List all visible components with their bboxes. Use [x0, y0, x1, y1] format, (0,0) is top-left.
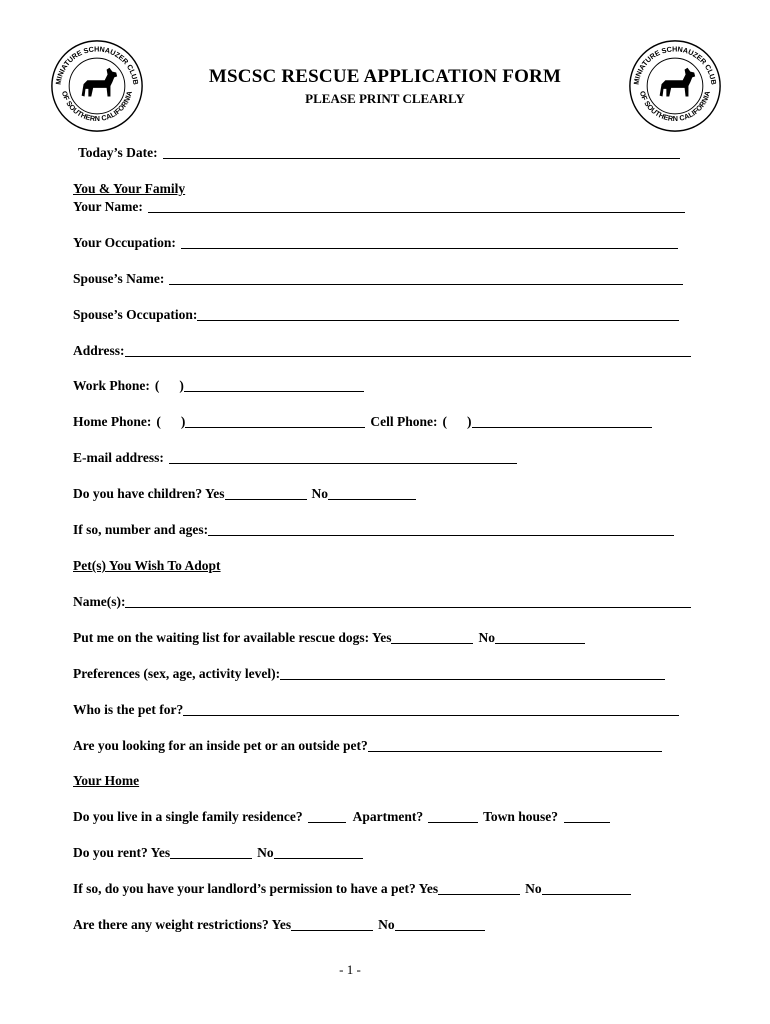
names-row	[73, 592, 691, 610]
weight-no-field[interactable]	[395, 917, 485, 931]
preferences-row	[73, 664, 665, 682]
no-label: No	[478, 630, 495, 645]
waiting-list-yes-field[interactable]	[391, 630, 473, 644]
logo-text-bottom: OF SOUTHERN CALIFORNIA	[59, 89, 135, 124]
rent-yes-field[interactable]	[170, 845, 252, 859]
children-yes-field[interactable]	[225, 486, 307, 500]
single-family-label: Do you live in a single family residence?	[73, 809, 303, 824]
todays-date-label: Today’s Date:	[78, 145, 158, 160]
form-title: MSCSC RESCUE APPLICATION FORM	[208, 66, 562, 87]
names-field[interactable]	[125, 594, 691, 608]
spouse-occupation-row	[73, 305, 679, 323]
no-label: No	[257, 845, 274, 860]
spouse-name-field[interactable]	[169, 271, 683, 285]
logo-text-top: MINIATURE SCHNAUZER CLUB	[53, 44, 141, 86]
landlord-yes-field[interactable]	[438, 881, 520, 895]
town-house-field[interactable]	[564, 809, 610, 823]
waiting-list-no-field[interactable]	[495, 630, 585, 644]
no-label: No	[525, 881, 542, 896]
children-row	[73, 484, 416, 502]
home-cell-phone-row	[73, 412, 652, 430]
your-name-row	[73, 197, 685, 215]
rent-no-field[interactable]	[274, 845, 363, 859]
weight-yes-field[interactable]	[291, 917, 373, 931]
paren-open: (	[156, 414, 161, 429]
your-occupation-label: Your Occupation:	[73, 235, 176, 250]
inside-outside-field[interactable]	[368, 738, 662, 752]
rent-row	[73, 843, 363, 861]
cell-phone-field[interactable]	[472, 414, 652, 428]
section-pets-heading	[73, 556, 221, 574]
email-field[interactable]	[169, 450, 517, 464]
address-row	[73, 341, 691, 359]
page-number: - 1 -	[339, 962, 361, 977]
children-ages-label: If so, number and ages:	[73, 522, 209, 537]
email-row	[73, 448, 517, 466]
weight-row	[73, 915, 485, 933]
section-pets-label: Pet(s) You Wish To Adopt	[73, 558, 221, 573]
preferences-field[interactable]	[280, 666, 665, 680]
paren-open: (	[442, 414, 447, 429]
children-no-field[interactable]	[328, 486, 416, 500]
who-for-row	[73, 700, 679, 718]
residence-row	[73, 807, 610, 825]
cell-phone-label: Cell Phone:	[370, 414, 438, 429]
names-label: Name(s):	[73, 594, 126, 609]
address-label: Address:	[73, 343, 125, 358]
waiting-list-label: Put me on the waiting list for available rescue dogs: Yes	[73, 630, 392, 645]
waiting-list-row	[73, 628, 585, 646]
landlord-label: If so, do you have your landlord’s permission to have a pet? Yes	[73, 881, 439, 896]
home-phone-label: Home Phone:	[73, 414, 152, 429]
children-ages-field[interactable]	[208, 522, 674, 536]
spouse-name-label: Spouse’s Name:	[73, 271, 165, 286]
town-house-label: Town house?	[483, 809, 559, 824]
who-for-field[interactable]	[183, 702, 679, 716]
work-phone-row	[73, 376, 364, 394]
form-subtitle: PLEASE PRINT CLEARLY	[305, 91, 465, 106]
section-home-heading	[73, 771, 139, 789]
no-label: No	[311, 486, 329, 501]
address-field[interactable]	[125, 343, 691, 357]
work-phone-label: Work Phone:	[73, 378, 150, 393]
no-label: No	[378, 917, 395, 932]
paren-close: )	[467, 414, 472, 429]
children-label: Do you have children? Yes	[73, 486, 225, 501]
children-ages-row	[73, 520, 674, 538]
apartment-label: Apartment?	[352, 809, 424, 824]
section-family-label: You & Your Family	[73, 181, 186, 196]
section-family-heading	[73, 179, 185, 197]
logo-text-top: MINIATURE SCHNAUZER CLUB	[631, 44, 719, 86]
section-home-label: Your Home	[73, 773, 140, 788]
weight-label: Are there any weight restrictions? Yes	[73, 917, 292, 932]
your-name-field[interactable]	[148, 199, 685, 213]
todays-date-field[interactable]	[163, 145, 680, 159]
your-occupation-field[interactable]	[181, 235, 678, 249]
paren-close: )	[179, 378, 184, 393]
email-label: E-mail address:	[73, 450, 164, 465]
spouse-occupation-field[interactable]	[197, 307, 679, 321]
inside-outside-row	[73, 736, 662, 754]
landlord-no-field[interactable]	[542, 881, 631, 895]
single-family-field[interactable]	[308, 809, 346, 823]
rent-label: Do you rent? Yes	[73, 845, 171, 860]
paren-open: (	[154, 378, 160, 393]
todays-date-row	[78, 143, 680, 161]
paren-close: )	[180, 414, 186, 429]
preferences-label: Preferences (sex, age, activity level):	[73, 666, 281, 681]
work-phone-field[interactable]	[184, 378, 364, 392]
inside-outside-label: Are you looking for an inside pet or an outside pet?	[73, 738, 368, 753]
your-name-label: Your Name:	[73, 199, 143, 214]
your-occupation-row	[73, 233, 678, 251]
logo-text-bottom: OF SOUTHERN CALIFORNIA	[637, 89, 713, 124]
spouse-name-row	[73, 269, 683, 287]
apartment-field[interactable]	[428, 809, 478, 823]
who-for-label: Who is the pet for?	[73, 702, 184, 717]
home-phone-field[interactable]	[185, 414, 365, 428]
spouse-occupation-label: Spouse’s Occupation:	[73, 307, 198, 322]
landlord-row	[73, 879, 631, 897]
